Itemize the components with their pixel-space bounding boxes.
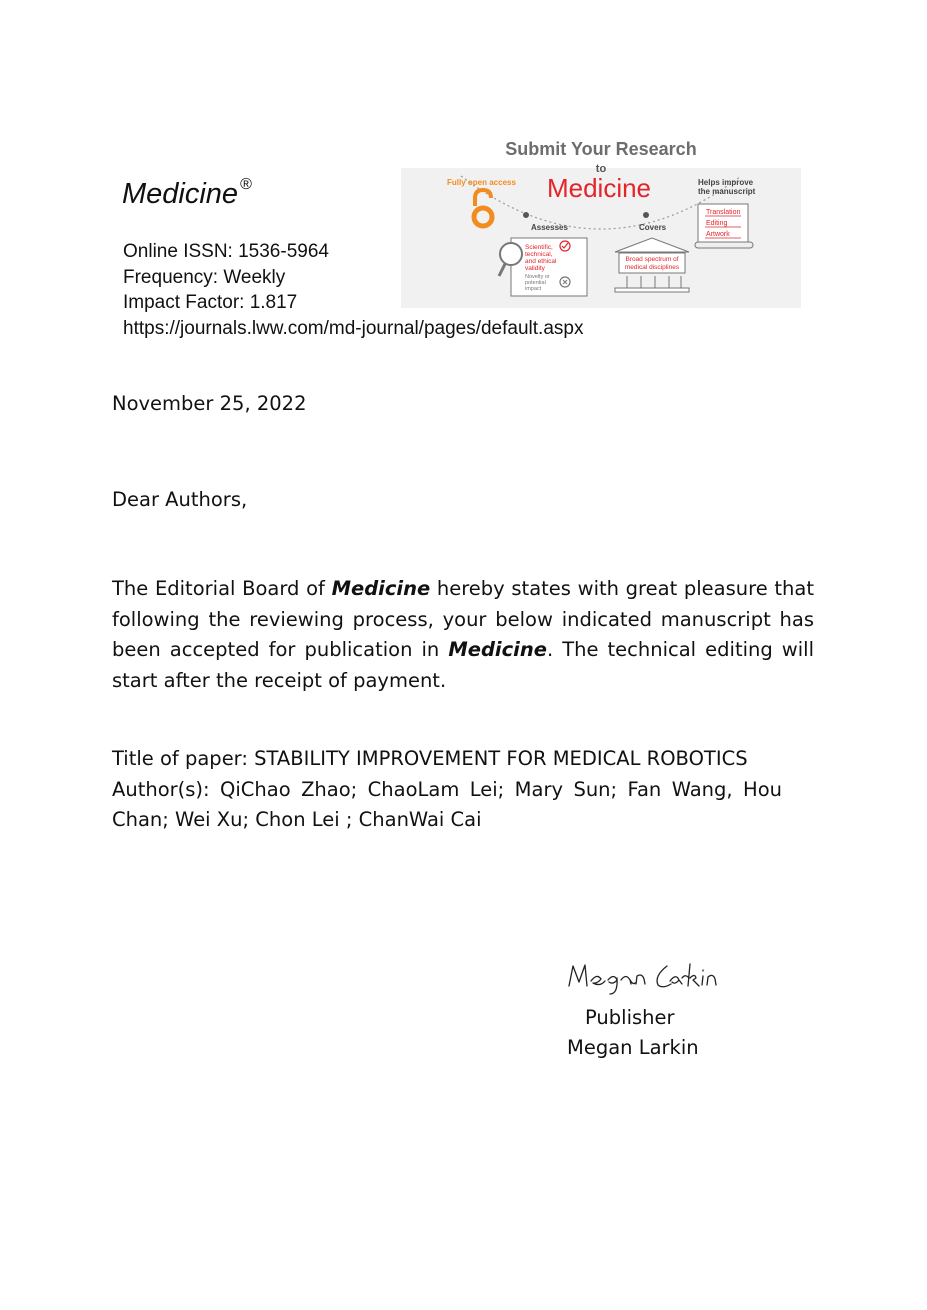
open-access-label: Fully open access [447, 178, 516, 187]
open-access-icon [474, 190, 492, 226]
frequency: Frequency: Weekly [123, 267, 286, 288]
online-issn: Online ISSN: 1536-5964 [123, 241, 329, 262]
letter-date: November 25, 2022 [112, 392, 307, 415]
helps-line1: Helps improve [698, 178, 754, 187]
body-part3: . The technical editing will start after the receipt of payment. [112, 638, 814, 692]
paper-info [112, 744, 782, 836]
validity-line4: validity [525, 265, 545, 272]
novelty-line2: potential [525, 280, 546, 286]
banner-headline: Submit Your Research [505, 139, 697, 159]
signer-role: Publisher [585, 1006, 675, 1029]
banner-to: to [595, 163, 607, 175]
journal-url: https://journals.lww.com/md-journal/pages/default.aspx [123, 318, 584, 339]
assesses-dot [523, 212, 529, 218]
body-part2: hereby states with great pleasure that following the reviewing process, your below indicated manuscript has been accepted for publication in [112, 577, 815, 661]
body-part1: The Editorial Board of [112, 577, 332, 600]
list-editing: Editing [706, 220, 728, 227]
signer-name: Megan Larkin [567, 1036, 699, 1059]
impact-factor: Impact Factor: 1.817 [123, 292, 298, 313]
validity-line3: and ethical [525, 258, 557, 265]
handwritten-signature [564, 956, 724, 1000]
list-artwork: Artwork [706, 231, 730, 238]
body-journal-name-1: Medicine [331, 577, 431, 600]
validity-line2: technical, [525, 251, 553, 258]
covers-label: Covers [639, 223, 667, 232]
registered-mark: ® [240, 176, 252, 193]
novelty-line1: Novelty or [525, 274, 550, 280]
helps-line2: the manuscript [698, 187, 756, 196]
salutation: Dear Authors, [112, 488, 248, 511]
journal-name-text: Medicine [122, 178, 239, 210]
validity-line1: Scientific, [525, 244, 553, 251]
list-translation: Translation [706, 209, 741, 216]
paper-authors: Author(s): QiChao Zhao; ChaoLam Lei; Mary Sun; Fan Wang, Hou Chan; Wei Xu; Chon Lei ; ChanWai Cai [112, 777, 782, 831]
acceptance-paragraph [112, 574, 814, 696]
assesses-label: Assesses [531, 223, 568, 232]
novelty-line3: impact [525, 286, 542, 292]
banner-brand: Medicine [546, 173, 652, 203]
spectrum-line1: Broad spectrum of [625, 256, 679, 263]
spectrum-line2: medical disciplines [624, 264, 680, 271]
covers-dot [643, 212, 649, 218]
body-journal-name-2: Medicine [448, 638, 547, 661]
journal-name [122, 176, 252, 211]
submit-research-banner [401, 132, 801, 308]
paper-title: Title of paper: STABILITY IMPROVEMENT FOR MEDICAL ROBOTICS [112, 747, 748, 770]
